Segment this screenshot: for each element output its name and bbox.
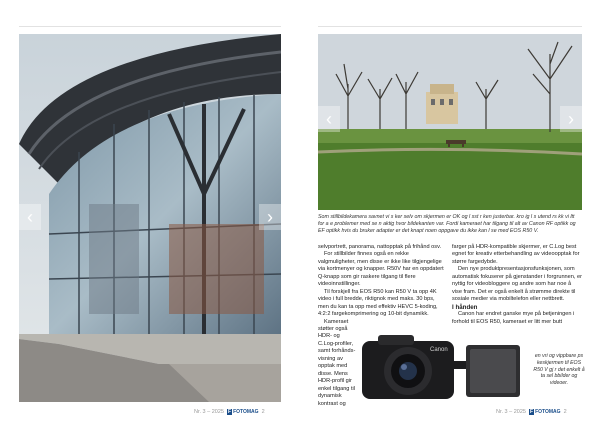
camera-caption: en vri og vippbare ps keskjermen til EOS R50 V gj r det enkelt å ta sel bbilder og videoer. (533, 353, 585, 387)
next-image-button[interactable]: › (560, 106, 582, 132)
right-footer (496, 409, 567, 415)
paragraph: Kameraet støtter også HDR- og C.Log-profiler, samt forhånds-visning av opptak med disse. Mens HDR-profil gir enkel tilgang til dynamisk kontrast og (318, 318, 356, 407)
text-column-2 (452, 244, 582, 326)
top-rule (318, 26, 582, 27)
fotomag-logo: F FOTOMAG (530, 409, 561, 415)
left-footer (194, 409, 265, 415)
park-image (318, 34, 582, 210)
page-number: 2 (261, 409, 265, 415)
paragraph: Canon har endret ganske mye på betjeningen i forhold til EOS R50, kameraet er litt mer butt (452, 311, 575, 325)
paragraph: Den nye produktpresentasjonsfunksjonen, som automatisk fokuserer på gjenstander i forgrunnen, er nyttig for videobloggere og andre som har noe å vise fram. Det er også enkelt å strømme direkte til sosiale medier via mobiltelefon eller nettbrett. (452, 266, 582, 303)
paragraph: Til forskjell fra EOS R50 kan R50 V ta opp 4K video i full bredde, riktignok med maks. 30 bps, men du kan ta opp med effektiv HEVC 5-koding, 4:2:2 fargekomprimering og 10-bit dynamikk. (318, 288, 438, 318)
fotomag-logo: F FOTOMAG (228, 409, 259, 415)
top-rule (19, 26, 281, 27)
photo-caption: Som stillbildekamera savnet vi s ker selv om skjermen er OK og l sst r ken justerbar. kro ig l s utend rs kk vi ltt for a e problemer med se n aktig hvor bildekanten var. Fordi kameraet har tilgang til alt av Canon RF optikk og EF optikk hvis du bruker adapter er det knapt noen oppgave du ikke kan l se med EOS R50 V. (318, 214, 576, 234)
issue-number: Nr. 3 – 2025 (194, 409, 224, 415)
right-page (300, 0, 600, 424)
page-number: 2 (563, 409, 567, 415)
camera-brand-label: Canon (430, 347, 448, 353)
previous-image-button[interactable]: ‹ (19, 204, 41, 230)
issue-number: Nr. 3 – 2025 (496, 409, 526, 415)
paragraph: For stillbilder finnes også en rekke valgmuligheter, men disse er ikke like tilgjengelige via kortmenyer og knapper. R50V har en oppdatert Q-knapp som gir raskere tilgang til flere videoinnstillinger. (318, 251, 444, 288)
paragraph: farger på HDR-kompatible skjermer, er C.Log best egnet for kreativ etterbehandling av videoopptak for større fargedybde. (452, 244, 580, 265)
park-photo (318, 34, 582, 210)
next-image-button[interactable]: › (259, 204, 281, 230)
building-photo (19, 34, 281, 402)
previous-image-button[interactable]: ‹ (318, 106, 340, 132)
canon-camera-icon (358, 331, 522, 405)
glass-building-image (19, 34, 281, 402)
subheading: I hånden (452, 303, 478, 311)
camera-image (358, 331, 522, 405)
paragraph: selvportrett, panorama, nattopptak på frihånd osv. (318, 244, 442, 250)
